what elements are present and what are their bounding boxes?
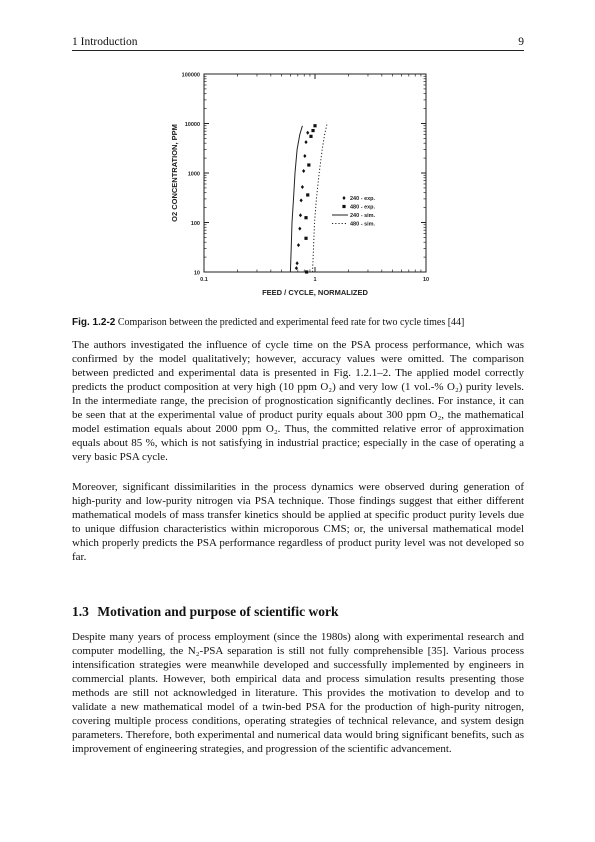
data-point-240-exp (300, 198, 303, 202)
paragraph-1: The authors investigated the influence of cycle time on the PSA process performance, which was confirmed by the model qualitatively; however, accuracy values were omitted. The comparison between predicted and experimental data is presented in Fig. 1.2.1–2. The applied model correctly predicts the product composition at very high (10 ppm O₂) and very low (1 vol.-% O₂) purity levels. In the intermediate range, the precision of prognostication significantly declines. For instance, it can be seen that at the experimental value of product purity equals about 300 ppm O₂, the mathematical model estimation equals about 2000 ppm O₂. Thus, the committed relative error of approximation equals about 85 %, which is not satisfying in industrial practice; especially in the case of operating a very basic PSA cycle. (72, 339, 524, 463)
legend-label: 240 - sim. (350, 213, 376, 219)
y-tick-label: 10 (193, 270, 200, 277)
figure-caption (72, 316, 524, 329)
data-point-480-exp (311, 129, 314, 132)
data-point-480-exp (305, 270, 308, 273)
data-point-480-exp (313, 124, 316, 127)
data-point-480-exp (309, 135, 312, 138)
data-point-240-exp (296, 261, 299, 265)
data-point-480-exp (306, 193, 309, 196)
paragraph-2: Moreover, significant dissimilarities in the process dynamics were observed during generation of high-purity and low-purity nitrogen via PSA technique. Those findings suggest that either different mathematical models of mass transfer kinetics should be applied at specific product purity levels due to unique diffusion characteristics within microporous CMS; or, the universal mathematical model which properly predicts the PSA performance regardless of product purity level was not developed so far. (72, 481, 524, 563)
data-point-240-exp (299, 213, 302, 217)
data-point-240-exp (304, 140, 307, 144)
legend-label: 480 - sim. (350, 221, 376, 228)
figure-chart (160, 66, 440, 310)
y-tick-label: 10000 (184, 122, 200, 128)
plot-frame (204, 74, 426, 272)
section-heading (72, 604, 524, 620)
x-tick-label: 1 (313, 277, 317, 283)
data-point-240-exp (302, 169, 305, 173)
y-axis-label: O2 CONCENTRATION, PPM (170, 124, 179, 222)
page-number: 9 (518, 36, 524, 48)
chart-svg (160, 66, 440, 310)
data-point-480-exp (304, 216, 307, 219)
data-point-480-exp (307, 163, 310, 166)
x-tick-label: 10 (422, 277, 430, 283)
y-tick-label: 100 (190, 221, 200, 227)
x-tick-label: 0.1 (200, 277, 208, 283)
figure-caption-text: Comparison between the predicted and experimental feed rate for two cycle times [44] (115, 317, 465, 328)
legend-label: 240 - exp. (350, 196, 376, 202)
data-point-480-exp (304, 237, 307, 240)
data-point-240-exp (297, 243, 300, 247)
x-axis-label: FEED / CYCLE, NORMALIZED (262, 288, 368, 297)
data-point-240-exp (301, 185, 304, 189)
legend-marker-240-exp (342, 196, 345, 200)
data-point-240-exp (298, 227, 301, 231)
series-line-4 (313, 125, 327, 272)
figure-caption-label: Fig. 1.2-2 (72, 317, 116, 328)
data-point-240-exp (303, 154, 306, 158)
data-point-240-exp (306, 131, 309, 135)
data-point-240-exp (295, 266, 298, 270)
series-line-3 (290, 126, 302, 272)
paragraph-3: Despite many years of process employment (since the 1980s) along with experimental research and computer modelling, the N₂-PSA separation is still not fully comprehensible [35]. Various process intensification strategies were meanwhile developed and successfully implemented by engineers in commercial plants. However, both empirical data and process simulation results presenting those methods are still not acknowledged in literature. This provides the motivation to develop and to validate a new mathematical model of a twin-bed PSA for the production of high-purity nitrogen, covering multiple process conditions, operating strategies of technical relevance, and system design parameters. Therefore, both experimental and numerical data would bring significant benefits, such as improvement of engineering strategies, and progression of the scientific advancement. (72, 631, 524, 755)
chapter-title: 1 Introduction (72, 36, 138, 48)
legend-label: 480 - exp. (350, 204, 376, 211)
y-tick-label: 100000 (181, 72, 200, 79)
section-number: 1.3 (72, 604, 89, 619)
legend-marker-480-exp (342, 205, 345, 208)
y-tick-label: 1000 (187, 171, 200, 178)
section-title: Motivation and purpose of scientific work (97, 604, 339, 619)
page-header (72, 36, 524, 51)
